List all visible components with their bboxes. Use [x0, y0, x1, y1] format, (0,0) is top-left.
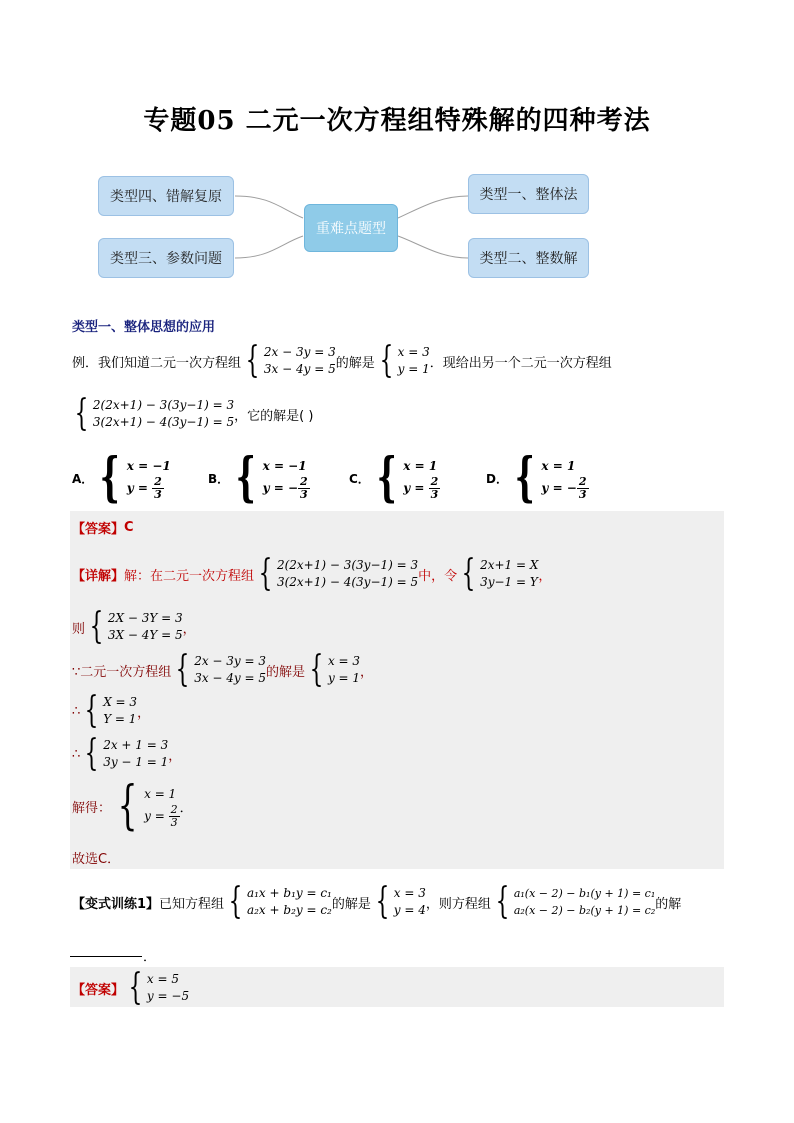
- mindmap-node-type2: 类型二、整数解: [468, 238, 589, 278]
- example-lead: 例．我们知道二元一次方程组: [72, 355, 242, 371]
- example-line-2: { 2(2x+1) − 3(3y−1) = 3 3(2x+1) − 4(3y−1) = 5 ，它的解是( ): [70, 396, 313, 432]
- detail-line-1: 【详解】 解：在二元一次方程组 { 2(2x+1) − 3(3y−1) = 3 3(2x+1) − 4(3y−1) = 5 中，令 { 2x+1 = X 3y−1 = Y ，: [72, 553, 552, 594]
- detail-line-2: 则 { 2X − 3Y = 3 3X − 4Y = 5 ，: [72, 606, 196, 647]
- variant-line: 【变式训练1】 已知方程组 { a₁x + b₁y = c₁ a₂x + b₂y = c₂ 的解是 { x = 3 y = 4 ，则方程组 { a₁(x − 2) − b₁(y + 1) = c₁ a₂(x − 2) − b₂(y + 1) = c₂ 的解: [72, 881, 682, 922]
- option-a: A． { x = −1 y = $\frac{2}{3}$: [72, 447, 171, 508]
- example-line-1: 例．我们知道二元一次方程组 { 2x − 3y = 3 3x − 4y = 5 的解是 { x = 3 y = 1 ．现给出另一个二元一次方程组: [72, 340, 612, 381]
- mindmap-center: 重难点题型: [304, 204, 398, 252]
- option-d: D． { x = 1 y = − $\frac{2}{3}$: [486, 447, 587, 508]
- option-b: B． { x = −1 y = − $\frac{2}{3}$: [208, 447, 308, 508]
- detail-line-4: ∴ { X = 3 Y = 1 ，: [72, 690, 151, 731]
- blank-period: ．: [143, 950, 157, 965]
- mindmap-node-type3: 类型三、参数问题: [98, 238, 234, 278]
- detail-line-5: ∴ { 2x + 1 = 3 3y − 1 = 1 ，: [72, 733, 182, 774]
- detail-line-3: ∵二元一次方程组 { 2x − 3y = 3 3x − 4y = 5 的解是 { x = 3 y = 1 ，: [72, 649, 374, 690]
- variant-answer: 【答案】 { x = 5 y = −5: [72, 967, 190, 1008]
- detail-line-6: 解得： { x = 1 y = $\frac{2}{3}$ ．: [72, 776, 193, 836]
- solution-system: { x = 3 y = 1: [379, 340, 430, 381]
- answer-blank: [70, 956, 142, 957]
- page-title: 专题05 二元一次方程组特殊解的四种考法: [143, 106, 651, 136]
- section-heading: 类型一、整体思想的应用: [72, 320, 216, 335]
- detail-choose: 故选C．: [72, 852, 121, 867]
- mindmap-node-type4: 类型四、错解复原: [98, 176, 234, 216]
- option-c: C． { x = 1 y = $\frac{2}{3}$: [349, 447, 439, 508]
- answer-line: 【答案】 C: [72, 520, 134, 537]
- mindmap-node-type1: 类型一、整体法: [468, 174, 589, 214]
- equation-system: { 2(2x+1) − 3(3y−1) = 3 3(2x+1) − 4(3y−1) = 5: [74, 393, 235, 434]
- equation-system: { 2x − 3y = 3 3x − 4y = 5: [245, 340, 336, 381]
